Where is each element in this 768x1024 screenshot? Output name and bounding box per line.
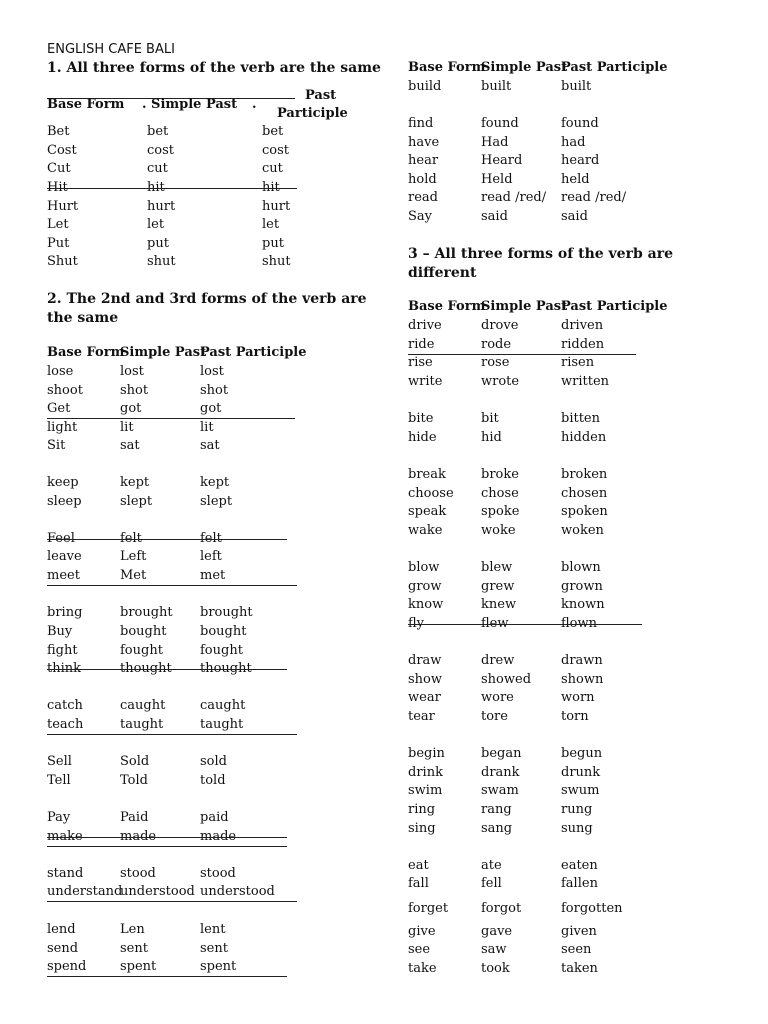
past-participle-cell: forgotten xyxy=(561,901,623,916)
base-form-cell: meet xyxy=(47,568,80,583)
simple-past-cell: said xyxy=(481,209,508,224)
section-1b-header-base: Base Form xyxy=(408,60,486,75)
past-participle-cell: told xyxy=(200,773,226,788)
base-form-cell: Cost xyxy=(47,143,77,158)
simple-past-cell: woke xyxy=(481,523,516,538)
base-form-cell: sleep xyxy=(47,494,82,509)
base-form-cell: bring xyxy=(47,605,83,620)
past-participle-cell: read /red/ xyxy=(561,190,627,205)
past-participle-cell: ridden xyxy=(561,337,605,352)
section-2-header-base: Base Form xyxy=(47,345,125,360)
base-form-cell: send xyxy=(47,941,79,956)
base-form-cell: Feel xyxy=(47,531,75,546)
base-form-cell: Get xyxy=(47,401,71,416)
past-participle-cell: flown xyxy=(561,616,597,631)
simple-past-cell: wore xyxy=(481,690,514,705)
base-form-cell: spend xyxy=(47,959,87,974)
past-participle-cell: got xyxy=(200,401,222,416)
base-form-cell: understand xyxy=(47,884,123,899)
simple-past-cell: Left xyxy=(120,549,147,564)
past-participle-cell: cut xyxy=(262,161,283,176)
base-form-cell: hold xyxy=(408,172,437,187)
base-form-cell: light xyxy=(47,420,78,435)
base-form-cell: drive xyxy=(408,318,442,333)
base-form-cell: Pay xyxy=(47,810,71,825)
base-form-cell: give xyxy=(408,924,436,939)
past-participle-cell: swum xyxy=(561,783,600,798)
simple-past-cell: fought xyxy=(120,643,163,658)
base-form-cell: fly xyxy=(408,616,425,631)
section-3-title-line-1: 3 – All three forms of the verb are xyxy=(408,246,673,262)
past-participle-cell: held xyxy=(561,172,590,187)
simple-past-cell: drove xyxy=(481,318,519,333)
past-participle-cell: torn xyxy=(561,709,589,724)
past-participle-cell: driven xyxy=(561,318,604,333)
past-participle-cell: woken xyxy=(561,523,604,538)
simple-past-cell: Len xyxy=(120,922,145,937)
simple-past-cell: felt xyxy=(120,531,142,546)
section-3-header-past: Simple Past xyxy=(481,299,568,314)
base-form-cell: write xyxy=(408,374,443,389)
base-form-cell: fight xyxy=(47,643,78,658)
simple-past-cell: brought xyxy=(120,605,173,620)
past-participle-cell: eaten xyxy=(561,858,598,873)
past-participle-cell: hidden xyxy=(561,430,607,445)
simple-past-cell: showed xyxy=(481,672,532,687)
past-participle-cell: bitten xyxy=(561,411,600,426)
base-form-cell: Shut xyxy=(47,254,78,269)
group-separator-line xyxy=(47,585,297,586)
simple-past-cell: sent xyxy=(120,941,148,956)
past-participle-cell: blown xyxy=(561,560,601,575)
base-form-cell: Sit xyxy=(47,438,66,453)
past-participle-cell: put xyxy=(262,236,284,251)
base-form-cell: speak xyxy=(408,504,447,519)
past-participle-cell: let xyxy=(262,217,280,232)
group-separator-line xyxy=(47,901,297,902)
past-participle-cell: spent xyxy=(200,959,237,974)
past-participle-cell: cost xyxy=(262,143,290,158)
simple-past-cell: made xyxy=(120,829,157,844)
base-form-cell: see xyxy=(408,942,431,957)
base-form-cell: catch xyxy=(47,698,83,713)
simple-past-cell: Held xyxy=(481,172,513,187)
simple-past-cell: Told xyxy=(120,773,148,788)
section-3-title-line-2: different xyxy=(408,265,477,281)
strikethrough-line xyxy=(47,188,297,189)
section-1-header-dot: . xyxy=(252,97,257,112)
base-form-cell: ring xyxy=(408,802,436,817)
strikethrough-line xyxy=(47,669,287,670)
base-form-cell: break xyxy=(408,467,446,482)
simple-past-cell: tore xyxy=(481,709,508,724)
simple-past-cell: broke xyxy=(481,467,519,482)
past-participle-cell: had xyxy=(561,135,586,150)
simple-past-cell: rode xyxy=(481,337,512,352)
simple-past-cell: taught xyxy=(120,717,164,732)
simple-past-cell: hit xyxy=(147,180,165,195)
past-participle-cell: hurt xyxy=(262,199,291,214)
past-participle-cell: kept xyxy=(200,475,230,490)
simple-past-cell: chose xyxy=(481,486,519,501)
base-form-cell: Let xyxy=(47,217,69,232)
past-participle-cell: taken xyxy=(561,961,598,976)
group-separator-line xyxy=(408,354,636,355)
past-participle-cell: met xyxy=(200,568,226,583)
base-form-cell: think xyxy=(47,661,82,676)
base-form-cell: find xyxy=(408,116,434,131)
base-form-cell: leave xyxy=(47,549,82,564)
past-participle-cell: written xyxy=(561,374,610,389)
simple-past-cell: cost xyxy=(147,143,175,158)
simple-past-cell: swam xyxy=(481,783,519,798)
base-form-cell: drink xyxy=(408,765,443,780)
base-form-cell: take xyxy=(408,961,437,976)
simple-past-cell: kept xyxy=(120,475,150,490)
base-form-cell: build xyxy=(408,79,442,94)
past-participle-cell: shot xyxy=(200,383,229,398)
simple-past-cell: Paid xyxy=(120,810,149,825)
section-2-title-line-2: the same xyxy=(47,310,119,326)
simple-past-cell: read /red/ xyxy=(481,190,547,205)
simple-past-cell: sat xyxy=(120,438,140,453)
section-1-header-participle-2: Participle xyxy=(277,106,348,121)
base-form-cell: swim xyxy=(408,783,443,798)
past-participle-cell: lost xyxy=(200,364,224,379)
section-1-header-participle-1: Past xyxy=(305,88,337,103)
document-title: ENGLISH CAFE BALI xyxy=(47,42,175,57)
simple-past-cell: got xyxy=(120,401,142,416)
simple-past-cell: saw xyxy=(481,942,507,957)
simple-past-cell: grew xyxy=(481,579,515,594)
simple-past-cell: Met xyxy=(120,568,147,583)
base-form-cell: hear xyxy=(408,153,439,168)
base-form-cell: have xyxy=(408,135,440,150)
past-participle-cell: hit xyxy=(262,180,280,195)
simple-past-cell: flew xyxy=(481,616,509,631)
base-form-cell: draw xyxy=(408,653,442,668)
simple-past-cell: cut xyxy=(147,161,168,176)
past-participle-cell: made xyxy=(200,829,237,844)
past-participle-cell: risen xyxy=(561,355,595,370)
section-2-header-participle: Past Participle xyxy=(200,345,307,360)
past-participle-cell: found xyxy=(561,116,599,131)
base-form-cell: lose xyxy=(47,364,74,379)
section-3-header-participle: Past Participle xyxy=(561,299,668,314)
simple-past-cell: wrote xyxy=(481,374,520,389)
past-participle-cell: lit xyxy=(200,420,214,435)
past-participle-cell: fought xyxy=(200,643,243,658)
simple-past-cell: took xyxy=(481,961,510,976)
simple-past-cell: put xyxy=(147,236,169,251)
simple-past-cell: hid xyxy=(481,430,502,445)
simple-past-cell: found xyxy=(481,116,519,131)
simple-past-cell: began xyxy=(481,746,522,761)
strikethrough-line xyxy=(408,624,642,625)
section-1-title: 1. All three forms of the verb are the same xyxy=(47,60,381,76)
simple-past-cell: forgot xyxy=(481,901,522,916)
past-participle-cell: sung xyxy=(561,821,593,836)
base-form-cell: show xyxy=(408,672,442,687)
past-participle-cell: felt xyxy=(200,531,222,546)
base-form-cell: keep xyxy=(47,475,79,490)
base-form-cell: make xyxy=(47,829,83,844)
simple-past-cell: stood xyxy=(120,866,156,881)
section-1b-header-past: Simple Past xyxy=(481,60,568,75)
group-separator-line xyxy=(47,734,297,735)
base-form-cell: Say xyxy=(408,209,433,224)
section-1-header-past: . Simple Past xyxy=(142,97,238,112)
past-participle-cell: rung xyxy=(561,802,593,817)
past-participle-cell: bought xyxy=(200,624,247,639)
base-form-cell: wear xyxy=(408,690,441,705)
base-form-cell: know xyxy=(408,597,444,612)
simple-past-cell: understood xyxy=(120,884,195,899)
past-participle-cell: bet xyxy=(262,124,284,139)
group-separator-line xyxy=(47,418,295,419)
simple-past-cell: rang xyxy=(481,802,512,817)
base-form-cell: Tell xyxy=(47,773,71,788)
simple-past-cell: thought xyxy=(120,661,172,676)
past-participle-cell: said xyxy=(561,209,588,224)
base-form-cell: lend xyxy=(47,922,76,937)
base-form-cell: fall xyxy=(408,876,429,891)
past-participle-cell: slept xyxy=(200,494,233,509)
past-participle-cell: lent xyxy=(200,922,226,937)
section-2-title-line-1: 2. The 2nd and 3rd forms of the verb are xyxy=(47,291,367,307)
base-form-cell: wake xyxy=(408,523,443,538)
past-participle-cell: sent xyxy=(200,941,228,956)
simple-past-cell: Heard xyxy=(481,153,523,168)
past-participle-cell: caught xyxy=(200,698,246,713)
past-participle-cell: shut xyxy=(262,254,291,269)
past-participle-cell: sold xyxy=(200,754,227,769)
simple-past-cell: Had xyxy=(481,135,509,150)
past-participle-cell: heard xyxy=(561,153,600,168)
base-form-cell: read xyxy=(408,190,438,205)
strikethrough-line xyxy=(47,539,287,540)
simple-past-cell: bit xyxy=(481,411,499,426)
base-form-cell: teach xyxy=(47,717,84,732)
simple-past-cell: let xyxy=(147,217,165,232)
simple-past-cell: lit xyxy=(120,420,134,435)
simple-past-cell: shut xyxy=(147,254,176,269)
section-3-header-base: Base Form xyxy=(408,299,486,314)
past-participle-cell: grown xyxy=(561,579,603,594)
base-form-cell: Buy xyxy=(47,624,73,639)
base-form-cell: tear xyxy=(408,709,435,724)
past-participle-cell: left xyxy=(200,549,222,564)
base-form-cell: Cut xyxy=(47,161,71,176)
simple-past-cell: Sold xyxy=(120,754,150,769)
section-2-header-past: Simple Past xyxy=(120,345,207,360)
simple-past-cell: bet xyxy=(147,124,169,139)
simple-past-cell: slept xyxy=(120,494,153,509)
past-participle-cell: shown xyxy=(561,672,604,687)
past-participle-cell: taught xyxy=(200,717,244,732)
strikethrough-line xyxy=(47,837,287,838)
simple-past-cell: fell xyxy=(481,876,502,891)
simple-past-cell: spent xyxy=(120,959,157,974)
group-separator-line xyxy=(47,846,287,847)
section-1b-header-participle: Past Participle xyxy=(561,60,668,75)
simple-past-cell: spoke xyxy=(481,504,520,519)
base-form-cell: stand xyxy=(47,866,84,881)
simple-past-cell: shot xyxy=(120,383,149,398)
past-participle-cell: given xyxy=(561,924,597,939)
past-participle-cell: chosen xyxy=(561,486,608,501)
past-participle-cell: worn xyxy=(561,690,595,705)
past-participle-cell: brought xyxy=(200,605,253,620)
past-participle-cell: stood xyxy=(200,866,236,881)
base-form-cell: shoot xyxy=(47,383,83,398)
past-participle-cell: seen xyxy=(561,942,592,957)
past-participle-cell: spoken xyxy=(561,504,608,519)
past-participle-cell: thought xyxy=(200,661,252,676)
simple-past-cell: bought xyxy=(120,624,167,639)
base-form-cell: begin xyxy=(408,746,445,761)
base-form-cell: blow xyxy=(408,560,440,575)
base-form-cell: grow xyxy=(408,579,442,594)
simple-past-cell: ate xyxy=(481,858,502,873)
group-separator-line xyxy=(47,976,287,977)
base-form-cell: Hurt xyxy=(47,199,79,214)
simple-past-cell: caught xyxy=(120,698,166,713)
past-participle-cell: built xyxy=(561,79,592,94)
simple-past-cell: drew xyxy=(481,653,515,668)
base-form-cell: hide xyxy=(408,430,437,445)
base-form-cell: ride xyxy=(408,337,435,352)
base-form-cell: rise xyxy=(408,355,433,370)
past-participle-cell: understood xyxy=(200,884,275,899)
past-participle-cell: broken xyxy=(561,467,608,482)
base-form-cell: Put xyxy=(47,236,70,251)
simple-past-cell: blew xyxy=(481,560,513,575)
past-participle-cell: drunk xyxy=(561,765,601,780)
past-participle-cell: known xyxy=(561,597,605,612)
simple-past-cell: gave xyxy=(481,924,513,939)
past-participle-cell: paid xyxy=(200,810,229,825)
past-participle-cell: begun xyxy=(561,746,603,761)
base-form-cell: Sell xyxy=(47,754,72,769)
past-participle-cell: drawn xyxy=(561,653,603,668)
past-participle-cell: fallen xyxy=(561,876,598,891)
base-form-cell: choose xyxy=(408,486,454,501)
base-form-cell: sing xyxy=(408,821,436,836)
section-1-header-base: Base Form xyxy=(47,97,125,112)
simple-past-cell: hurt xyxy=(147,199,176,214)
simple-past-cell: knew xyxy=(481,597,517,612)
base-form-cell: Bet xyxy=(47,124,70,139)
past-participle-cell: sat xyxy=(200,438,220,453)
simple-past-cell: rose xyxy=(481,355,510,370)
base-form-cell: eat xyxy=(408,858,429,873)
base-form-cell: Hit xyxy=(47,180,68,195)
simple-past-cell: sang xyxy=(481,821,513,836)
simple-past-cell: drank xyxy=(481,765,520,780)
simple-past-cell: built xyxy=(481,79,512,94)
base-form-cell: forget xyxy=(408,901,449,916)
base-form-cell: bite xyxy=(408,411,434,426)
simple-past-cell: lost xyxy=(120,364,144,379)
